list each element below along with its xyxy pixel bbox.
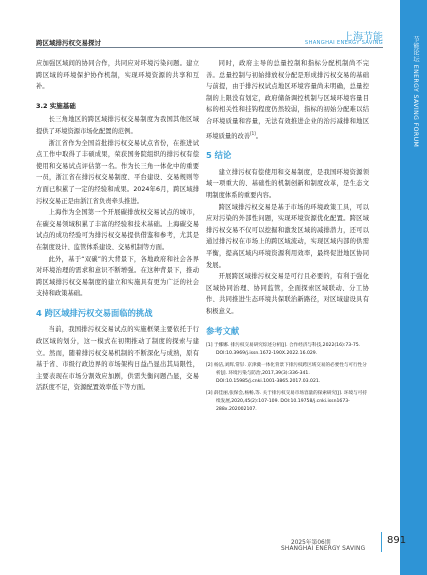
section-heading: 5 结论 xyxy=(206,150,232,161)
reference-item: [1] 于娜娜. 排污权交易研究综述分析[J]. 合作经济与科技,2022(16):73-75. DOI:10.3969/j.issn.1672-190X.2022.16.029. xyxy=(206,343,361,357)
footer-divider xyxy=(381,532,382,552)
section-side-tab xyxy=(400,0,427,575)
paragraph: 建立排污权有偿使用和交易制度，是我国环境资源领域一项重大的、基础性的机制创新和制度改革，是生态文明制度体系的重要内容。 xyxy=(206,168,369,200)
header-divider xyxy=(36,47,383,48)
paragraph: 此外，基于“双碳”的大背景下，各地政府和社会各界对环境治理的需求和意识不断增强。在这种背景下，推动跨区域排污权交易制度的建立和实施具有更为广泛的社会支持和政策基础。 xyxy=(36,255,199,298)
paragraph-text: 同时，政府主导的总量控制和指标分配机制尚不完善。总量控制与初始排放权分配是形成排污权交易的基础与前提，由于排污权试点地区环境容量尚未明确，总量控制的上限没有划定，政府储备调控机制与区域环境容量目标的相关性和挂钩程度仍然较弱，指标的初始分配难以结合环境质量和容量，无法有效推进企业的治污减排和地区环境质量的改善 xyxy=(206,60,369,140)
reference-list xyxy=(206,342,369,414)
subsection-heading: 3.2 实施基础 xyxy=(36,101,76,110)
right-column xyxy=(206,58,369,415)
paragraph: 应加强区域间的协同合作，共同应对环境污染问题。建立跨区域的环境保护协作机制，实现环境资源的共享和互补。 xyxy=(36,60,199,91)
paragraph: 长三角地区的跨区域排污权交易制度为我国其他区域提供了环境资源市场化配置的范例。 xyxy=(36,116,199,135)
paragraph: 浙江省作为全国首批排污权交易试点省份，在推进试点工作中取得了丰硕成果，荣获国务院组织的排污权有偿使用和交易试点评估第一名。作为长三角一体化中的重要一员，浙江省在排污权交易制度、平台建设、交易规则等方面已积累了一定的经验和成果。2024年6月，跨区域排污权交易正是由浙江省负责牵头推进。 xyxy=(36,139,199,205)
journal-name-en: SHANGHAI ENERGY SAVING xyxy=(304,40,383,46)
section-side-label: 节能论坛 ENERGY SAVING FORUM xyxy=(412,36,419,148)
journal-name-cn: 上海节能 xyxy=(343,32,383,43)
paragraph: 当前，我国排污权交易试点的实施框架主要依托于行政区域的划分，这一模式在初期推动了制度的探索与建立。然而，随着排污权交易机制的不断深化与成熟，原有基于省、市级行政边界的市场架构日益凸显出其局限性，主要表现在市场分割效应加剧，供需失衡问题凸显，交易活跃度不足，资源配置效率低下等方面。 xyxy=(36,326,199,392)
page-number: 891 xyxy=(387,535,407,546)
references-heading: 参考文献 xyxy=(206,325,240,336)
footer-journal: SHANGHAI ENERGY SAVING xyxy=(281,546,366,552)
citation-marker: [1] xyxy=(250,130,256,136)
reference-item: [3] 薛佳丽,张保会,杨畅,等. 关于排污权交易市场容量的探索研究[J]. 环境与可持续发展,2020,45(2):107-109. DOI:10.19758/j.cnki.issn1673-288x.202002107. xyxy=(206,390,367,413)
paragraph: 开展跨区域排污权交易是可行且必要的，有利于强化区域协同治理、协同监管，全面探索区域联动、分工协作、共同推进生态环境共保联治新路径，对区域建设具有积极意义。 xyxy=(206,273,369,315)
paragraph: 跨区域排污权交易是基于市场的环境政策工具，可以应对污染的外部性问题，实现环境资源优化配置。跨区域排污权交易不仅可以挖掘和激发区域的减排潜力，还可以通过排污权在市场上的跨区域流动，实现区域内部的供需平衡，提高区域内环境资源利用效率，最终促进地区协同发展。 xyxy=(206,203,369,269)
paragraph: 上海作为全国第一个开展碳排放权交易试点的城市，在碳交易领域积累了丰富的经验和技术基础。上海碳交易试点的成功经验可为排污权交易提供借鉴和参考，尤其是在制度设计、监管体系建设、交易机制等方面。 xyxy=(36,209,199,251)
footer-issue: 2025年第06期 xyxy=(291,540,331,546)
reference-item: [2] 杨洁,刘辉,常钐. 京津冀一体化背景下排污权跨区域交易的必要性与可行性分析[J]. 环境污染与防治,2017,39(3):336-341. DOI:10.15985/j.cnki.1001-3865.2017.03.021. xyxy=(206,362,367,385)
paragraph-end: 。 xyxy=(255,132,263,140)
paragraph xyxy=(206,58,369,142)
section-heading: 4 跨区域排污权交易面临的挑战 xyxy=(36,307,153,318)
running-header-title: 跨区域排污权交易探讨 xyxy=(36,39,101,47)
left-column xyxy=(36,58,199,394)
